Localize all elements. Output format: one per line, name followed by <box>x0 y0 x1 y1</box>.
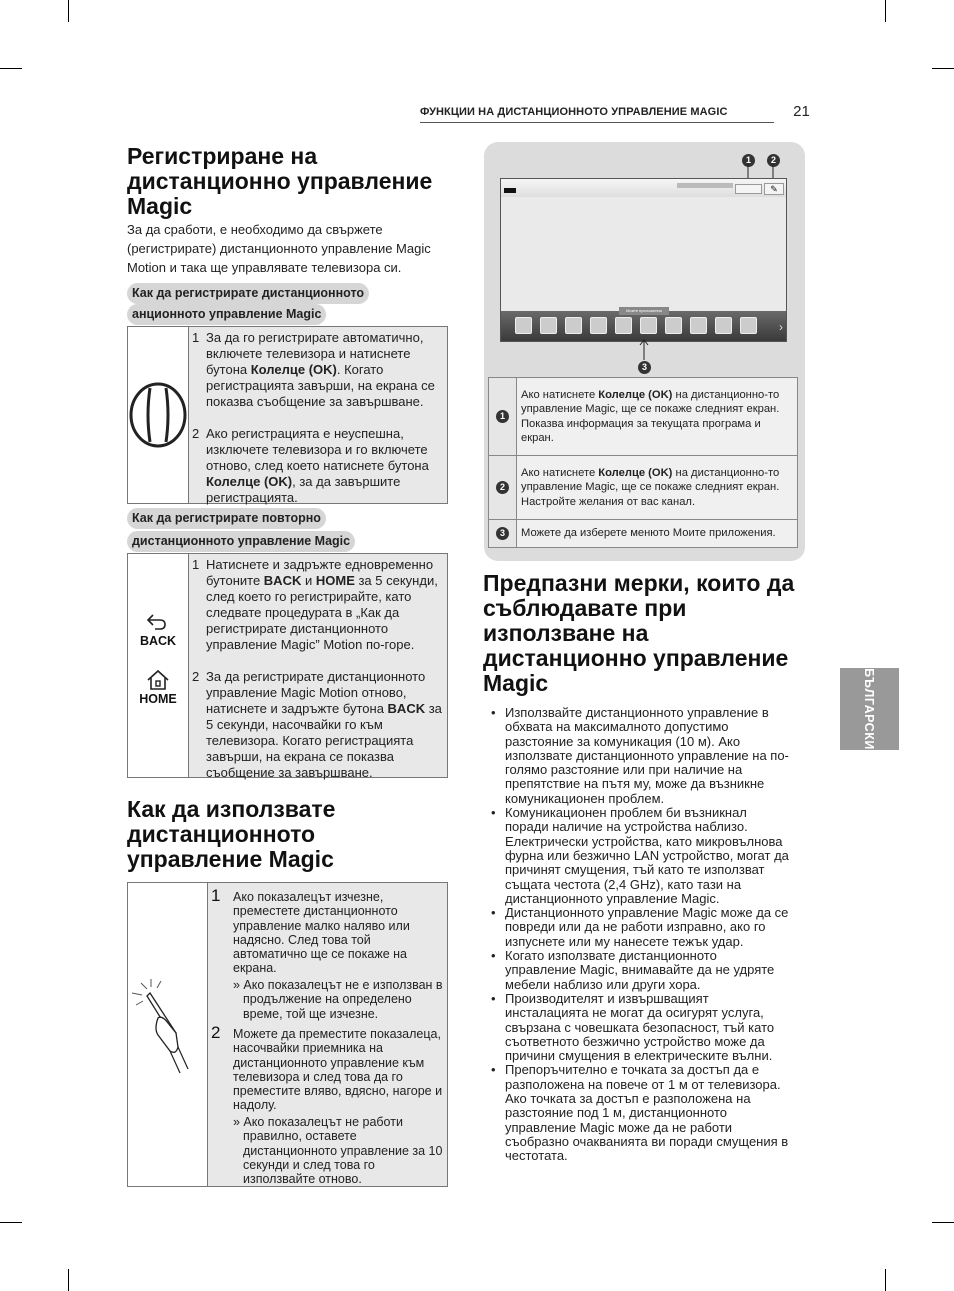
crop-mark <box>0 68 22 69</box>
usage-step-2-note: » Ако показалецът не работи правилно, оставете дистанционното управление за 10 секунди и след това го използвайте отново. <box>233 1115 443 1187</box>
app-tile-icon[interactable] <box>640 317 657 334</box>
pointer-illustration <box>128 883 208 1186</box>
usage-heading: Как да използвате дистанционното управление Magic <box>127 796 336 872</box>
reregister-step-2: 2 За да регистрирате дистанционното управление Magic Motion отново, натиснете и задръжте бутона BACK за 5 секунди, насочвайки го към телевизора. Когато регистрацията завърши, на екрана се показва съобщение за завършване. <box>192 669 442 780</box>
how-to-register-label-1: Как да регистрирате дистанционното <box>127 283 369 304</box>
app-icons <box>515 317 757 335</box>
list-item: • Производителят и извършващият инсталацията не могат да осигурят услуга, свързана с човешката безопасност, тъй като съответното безжично устройство може да причини смущения в електрическите вълни. <box>490 992 790 1063</box>
app-tile-icon[interactable] <box>590 317 607 334</box>
reregister-label-2: дистанционното управление Magic <box>127 531 355 552</box>
app-tile-icon[interactable] <box>690 317 707 334</box>
reregister-label-1: Как да регистрирате повторно <box>127 508 326 529</box>
register-heading: Регистриране на дистанционно управление Magic <box>127 143 433 219</box>
wheel-icon <box>128 327 189 503</box>
back-icon <box>145 612 169 632</box>
usage-steps-box <box>127 882 448 1187</box>
remote-wheel-illustration <box>128 327 189 503</box>
home-icon <box>146 669 170 691</box>
info-button[interactable] <box>735 184 762 194</box>
register-intro: За да сработи, е необходимо да свържете (регистрирате) дистанционното управление Magic Motion и така ще управлявате телевизора си. <box>127 222 431 275</box>
list-item: • Дистанционното управление Magic може да се повреди или да не работи изправно, ако го изпуснете или му нанесете тежък удар. <box>490 906 790 949</box>
app-tile-icon[interactable] <box>540 317 557 334</box>
channel-button[interactable]: ✎ <box>764 183 784 195</box>
usage-step-2-number: 2 <box>211 1023 221 1042</box>
page-number: 21 <box>793 103 810 120</box>
crop-mark <box>932 1222 954 1223</box>
reregister-steps-box <box>127 553 448 778</box>
register-step-1: 1 За да го регистрирате автоматично, включете телевизора и натиснете бутона Колелце (OK). Когато регистрацията завърши, на екрана се показва съобщение за завършване. <box>192 330 435 409</box>
tv-screen <box>500 178 787 342</box>
list-item: • Комуникационен проблем би възникнал поради наличие на устройства наблизо. Електрически устройства, като микровълнова фурна или безжично LAN устройство, могат да причинят смущения, тъй като те използват същата честота (2,4 GHz), като тази на дистанционното управление Magic. <box>490 806 790 906</box>
hand-remote-icon <box>128 883 208 1186</box>
section-title: ФУНКЦИИ НА ДИСТАНЦИОННОТО УПРАВЛЕНИЕ MAGIC <box>420 106 728 118</box>
channel-badge <box>504 188 516 193</box>
table-row: 2 Ако натиснете Колелце (OK) на дистанционно-то управление Magic, ще се покаже следният екран. Настройте желания от вас канал. <box>489 456 798 520</box>
usage-step-1: Ако показалецът изчезне, преместете дистанционното управление малко наляво или надясно. След това той автоматично ще се покаже на екрана. <box>233 890 410 976</box>
app-tile-icon[interactable] <box>715 317 732 334</box>
precautions-heading: Предпазни мерки, които да съблюдавате при използване на дистанционно управление Magic <box>483 570 795 696</box>
register-step-2: 2 Ако регистрацията е неуспешна, изключете телевизора и го включете отново, след което натиснете бутона Колелце (OK), за да завършите регистрацията. <box>192 426 429 505</box>
back-label: BACK <box>139 634 177 648</box>
table-row: 1 Ако натиснете Колелце (OK) на дистанционно-то управление Magic, ще се покаже следният екран. Показва информация за текущата програма и екран. <box>489 378 798 456</box>
usage-step-1-note: » Ако показалецът не е използван в продължение на определено време, той ще изчезне. <box>233 978 443 1021</box>
list-item: • Препоръчително е точката за достъп да е разположена на повече от 1 м от телевизора. Ако точката за достъп е разположена на разстояние под 1 м, дистанционното управление Magic може да не работи съобразно очакванията ви поради смущения в честотата. <box>490 1063 790 1163</box>
callout-table <box>488 377 798 548</box>
running-header <box>420 103 810 120</box>
table-row: 3 Можете да изберете менюто Моите приложения. <box>489 520 798 548</box>
register-steps-box <box>127 326 448 504</box>
app-tile-icon[interactable] <box>665 317 682 334</box>
callout-2: 2 <box>767 150 780 168</box>
list-item: • Когато използвате дистанционното управление Magic, внимавайте да не удряте мебели наблизо или други хора. <box>490 949 790 992</box>
app-tile-icon[interactable] <box>565 317 582 334</box>
crop-mark <box>885 0 886 22</box>
crop-mark <box>0 1222 22 1223</box>
crop-mark <box>885 1269 886 1291</box>
how-to-register-label-2: анционното управление Magic <box>127 304 326 325</box>
my-apps-label: Моите приложения <box>619 307 669 315</box>
home-label: HOME <box>139 692 177 706</box>
app-tile-icon[interactable] <box>515 317 532 334</box>
crop-mark <box>68 0 69 22</box>
progress-bar <box>677 183 733 188</box>
reregister-step-1: 1 Натиснете и задръжте едновременно бутоните BACK и HOME за 5 секунди, след което го регистрирайте, като следвате процедурата в „Как да регистрирате дистанционното управление Magic” Motion по-горе. <box>192 557 438 652</box>
callout-3: 3 <box>638 357 651 375</box>
app-tile-icon[interactable] <box>615 317 632 334</box>
precautions-list <box>490 706 790 1164</box>
header-rule <box>420 122 774 123</box>
language-tab: БЪЛГАРСКИ <box>840 668 899 750</box>
crop-mark <box>932 68 954 69</box>
crop-mark <box>68 1269 69 1291</box>
usage-step-2: Можете да преместите показалеца, насочвайки приемника на дистанционното управление към телевизора и след това да го преместите вляво, вдясно, нагоре и надолу. <box>233 1027 443 1113</box>
usage-step-1-number: 1 <box>211 886 221 905</box>
callout-1: 1 <box>742 150 755 168</box>
chevron-right-icon[interactable]: › <box>779 320 783 334</box>
app-tile-icon[interactable] <box>740 317 757 334</box>
list-item: • Използвайте дистанционното управление в обхвата на максималното допустимо разстояние за комуникация (10 м). Ако използвате дистанционното управление на по-голямо разстояние или при наличие на препятствие на пътя му, може да възникне комуникационен проблем. <box>490 706 790 806</box>
